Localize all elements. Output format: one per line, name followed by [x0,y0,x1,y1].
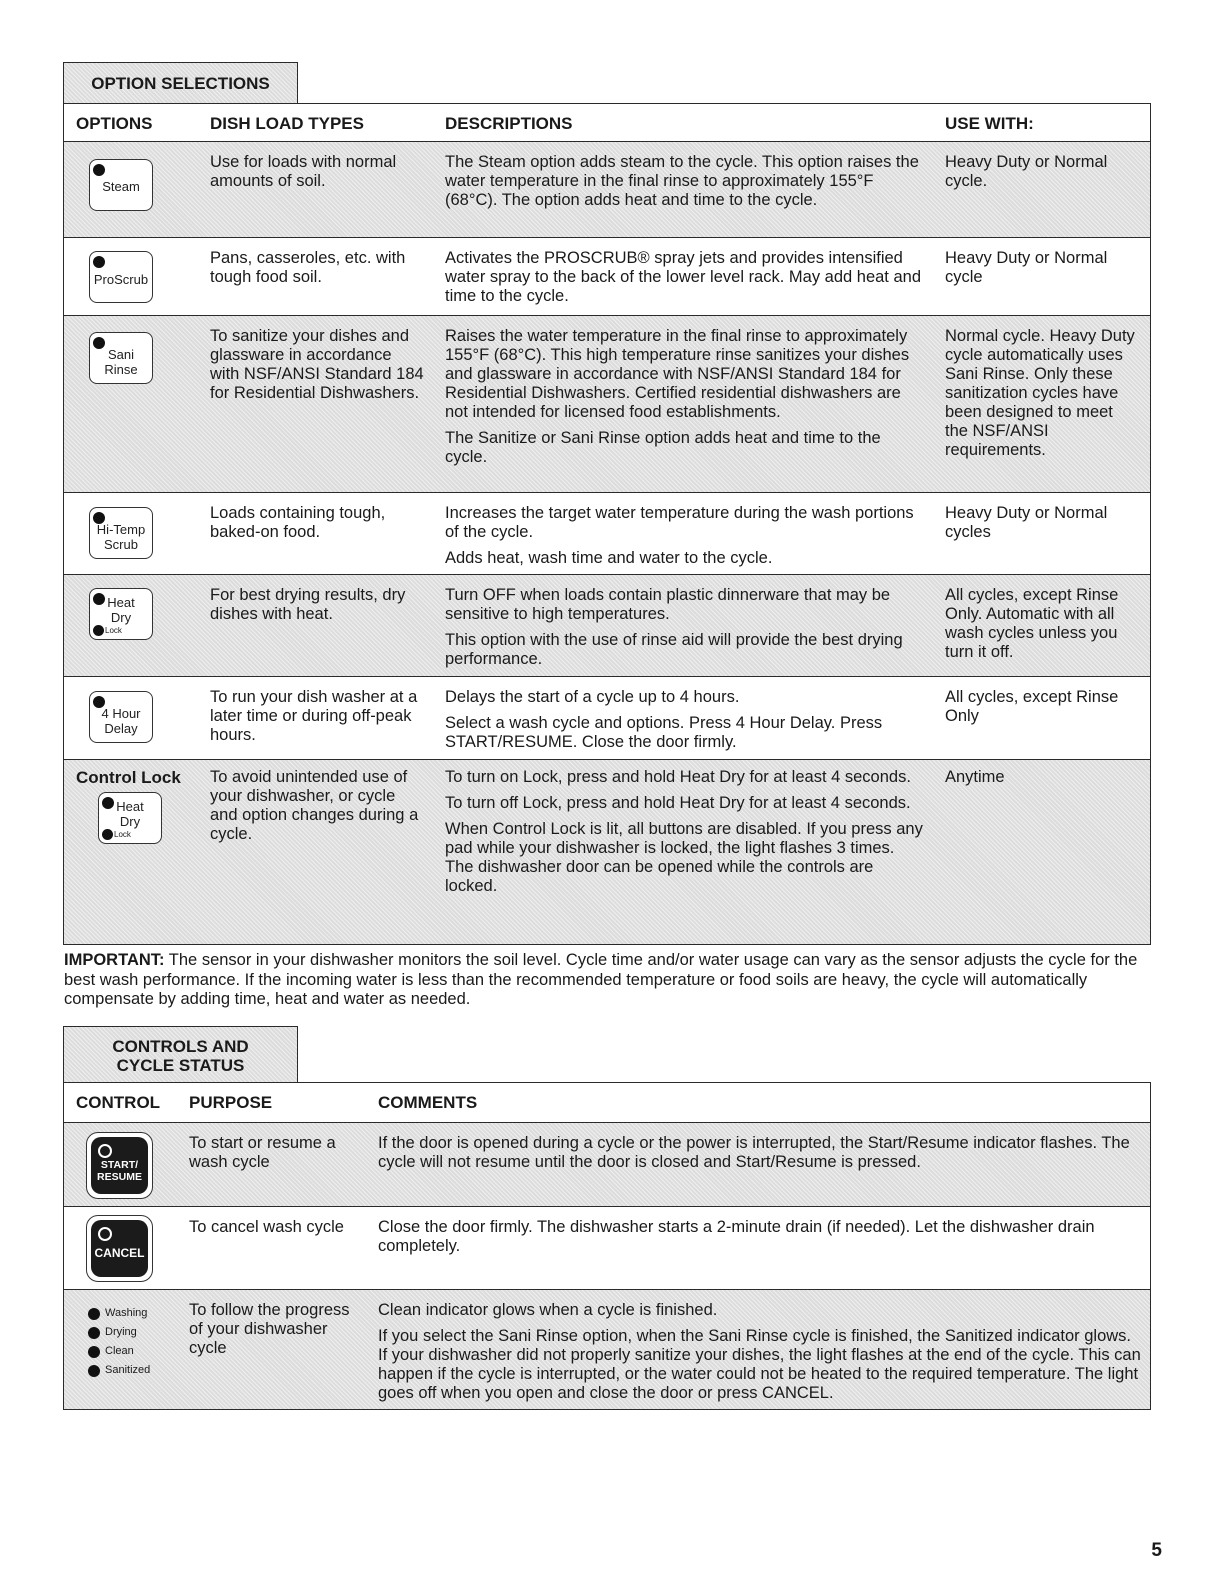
proscrub-button-label: ProScrub [93,272,149,287]
start-label: START/ [100,1158,139,1171]
header-dish-load-types: DISH LOAD TYPES [210,114,364,133]
option-row-proscrub [64,238,1150,316]
description-para: When Control Lock is lit, all buttons are disabled. If you press any pad while your dishwasher is locked, the light flashes 3 times. The dishwasher door can be opened while the controls are locked. [445,820,923,895]
description-para: This option with the use of rinse aid will provide the best drying performance. [445,631,903,668]
header-control: CONTROL [76,1093,161,1112]
cancel-button-face [91,1220,148,1277]
header-comments: COMMENTS [378,1093,478,1112]
dish-load-type: Pans, casseroles, etc. with tough food soil. [210,249,406,286]
status-washing-label: Washing [105,1307,148,1319]
cancel-label: CANCEL [94,1246,145,1260]
status-indicator-list [88,1304,150,1380]
description-para: The Sanitize or Sani Rinse option adds heat and time to the cycle. [445,429,881,466]
description-para: The Steam option adds steam to the cycle. This option raises the water temperature in the final rinse to approximately 155°F (68°C). The option adds heat and time to the cycle. [445,153,919,209]
important-note [64,951,1154,1010]
description-para: Delays the start of a cycle up to 4 hours. [445,688,740,706]
use-with: Anytime [945,768,1005,786]
status-light-icon [88,1365,100,1377]
description [445,249,925,313]
use-with: Heavy Duty or Normal cycle [945,249,1108,286]
option-table-header [64,104,1150,142]
indicator-light-icon [93,256,105,268]
description-para: Raises the water temperature in the final rinse to approximately 155°F (68°C). This high temperature rinse sanitizes your dishes and glassware in accordance with NSF/ANSI Standard 184 for Residential Dishwashers. Certified residential dishwashers are not intended for licensed food establishments. [445,327,910,421]
controls-row-start-resume [64,1123,1150,1207]
header-descriptions: DESCRIPTIONS [445,114,573,133]
page-number: 5 [1151,1540,1162,1561]
description-para: Increases the target water temperature during the wash portions of the cycle. [445,504,914,541]
use-with: All cycles, except Rinse Only. Automatic with all wash cycles unless you turn it off. [945,586,1119,661]
use-with: Normal cycle. Heavy Duty cycle automatically uses Sani Rinse. Only these sanitization cycles have been designed to meet the NSF/ANSI requirements. [945,327,1135,459]
comment-para: If you select the Sani Rinse option, when the Sani Rinse cycle is finished, the Sanitized indicator glows. If your dishwasher did not properly sanitize your dishes, the light flashes at the end of the cycle. This can happen if the cycle is interrupted, or the water could not be heated to the required temperature. The light goes off when you open and close the door or press CANCEL. [378,1327,1141,1402]
comments [378,1134,1143,1179]
status-sanitized-label: Sanitized [105,1364,151,1376]
description [445,688,925,759]
control-lock-heat-dry-button[interactable] [98,792,162,844]
lock-label: Lock [114,829,131,839]
dish-load-type: To run your dish washer at a later time or during off-peak hours. [210,688,418,744]
use-with: Heavy Duty or Normal cycles [945,504,1108,541]
dish-load-type: To sanitize your dishes and glassware in accordance with NSF/ANSI Standard 184 for Residential Dishwashers. [210,327,424,402]
description [445,586,925,676]
header-use-with: USE WITH: [945,114,1034,133]
controls-tab-title-2: CYCLE STATUS [116,1056,245,1075]
dish-load-type: For best drying results, dry dishes with heat. [210,586,406,623]
comment-para: Clean indicator glows when a cycle is finished. [378,1301,718,1319]
lock-indicator [93,625,122,636]
4-hour-delay-button-label-2: Delay [104,721,138,736]
steam-button-label: Steam [102,179,140,194]
resume-label: RESUME [97,1170,142,1183]
purpose: To start or resume a wash cycle [189,1134,336,1171]
dish-load-type: Loads containing tough, baked-on food. [210,504,386,541]
use-with: Heavy Duty or Normal cycle. [945,153,1108,190]
lock-light-icon [93,625,104,636]
use-with: All cycles, except Rinse Only [945,688,1119,725]
lock-light-icon [102,829,113,840]
option-selections-title: OPTION SELECTIONS [91,74,270,93]
header-options: OPTIONS [76,114,153,133]
option-selections-tab [63,62,298,104]
important-label: IMPORTANT: [64,951,165,969]
lock-label: Lock [105,625,122,635]
status-washing [88,1304,150,1323]
option-selections-table [63,103,1151,945]
description [445,768,925,903]
controls-row-status-lights [64,1290,1150,1409]
status-drying-label: Drying [105,1326,137,1338]
description-para: Select a wash cycle and options. Press 4 Hour Delay. Press START/RESUME. Close the door firmly. [445,714,883,751]
start-resume-label [97,1159,142,1183]
description-para: To turn on Lock, press and hold Heat Dry for at least 4 seconds. [445,768,911,786]
indicator-light-icon [98,1227,112,1241]
status-drying [88,1323,150,1342]
hi-temp-scrub-button-label-2: Scrub [104,537,138,552]
description-para: Turn OFF when loads contain plastic dinnerware that may be sensitive to high temperatures. [445,586,891,623]
heat-dry-button[interactable] [89,588,153,640]
option-row-control-lock [64,760,1150,944]
controls-cycle-status-tab [63,1026,298,1083]
description-para: Adds heat, wash time and water to the cycle. [445,549,773,567]
controls-row-cancel [64,1207,1150,1290]
option-row-sani-rinse [64,316,1150,493]
description [445,153,925,217]
status-light-icon [88,1308,100,1320]
lock-indicator [102,829,131,840]
hi-temp-scrub-button[interactable] [89,507,153,559]
comment-para: Close the door firmly. The dishwasher starts a 2-minute drain (if needed). Let the dishwasher drain completely. [378,1218,1095,1255]
status-light-icon [88,1346,100,1358]
control-lock-label: Control Lock [76,768,181,787]
description [445,327,925,474]
indicator-light-icon [98,1144,112,1158]
4-hour-delay-button[interactable] [89,691,153,743]
controls-table-header [64,1083,1150,1123]
status-light-icon [88,1327,100,1339]
comments [378,1218,1143,1263]
dish-load-type: Use for loads with normal amounts of soil. [210,153,397,190]
description [445,504,925,575]
description-para: Activates the PROSCRUB® spray jets and provides intensified water spray to the back of the lower level rack. May add heat and time to the cycle. [445,249,922,305]
heat-dry-button-label-2: Dry [110,610,132,625]
option-row-hi-temp-scrub [64,493,1150,575]
description-para: To turn off Lock, press and hold Heat Dry for at least 4 seconds. [445,794,911,812]
sani-rinse-button-label-2: Rinse [104,362,138,377]
control-lock-button-label-1: Heat [116,799,144,814]
cancel-button[interactable] [86,1215,153,1282]
sani-rinse-button[interactable] [89,332,153,384]
status-clean [88,1342,150,1361]
important-text: The sensor in your dishwasher monitors the soil level. Cycle time and/or water usage can vary as the sensor adjusts the cycle for the best wash performance. If the incoming water is less than the recommended temperature or food soils are heavy, the cycle will automatically compensate by adding time, heat and water as needed. [64,951,1138,1008]
status-sanitized [88,1361,150,1380]
sani-rinse-button-label-1: Sani [107,347,135,362]
4-hour-delay-button-label-1: 4 Hour [101,706,141,721]
hi-temp-scrub-button-label-1: Hi-Temp [96,522,146,537]
start-resume-button-face [91,1137,148,1194]
option-row-heat-dry [64,575,1150,677]
purpose: To follow the progress of your dishwasher cycle [189,1301,350,1357]
comment-para: If the door is opened during a cycle or the power is interrupted, the Start/Resume indicator flashes. The cycle will not resume until the door is closed and Start/Resume is pressed. [378,1134,1130,1171]
heat-dry-button-label-1: Heat [107,595,135,610]
controls-table [63,1082,1151,1410]
steam-button[interactable] [89,159,153,211]
start-resume-button[interactable] [86,1132,153,1199]
header-purpose: PURPOSE [189,1093,273,1112]
status-clean-label: Clean [105,1345,134,1357]
dish-load-type: To avoid unintended use of your dishwasher, or cycle and option changes during a cycle. [210,768,419,843]
purpose: To cancel wash cycle [189,1218,344,1236]
proscrub-button[interactable] [89,251,153,303]
option-row-4-hour-delay [64,677,1150,760]
option-row-steam [64,142,1150,238]
indicator-light-icon [93,164,105,176]
controls-tab-title-1: CONTROLS AND [112,1037,249,1056]
control-lock-button-label-2: Dry [119,814,141,829]
comments [378,1301,1143,1410]
